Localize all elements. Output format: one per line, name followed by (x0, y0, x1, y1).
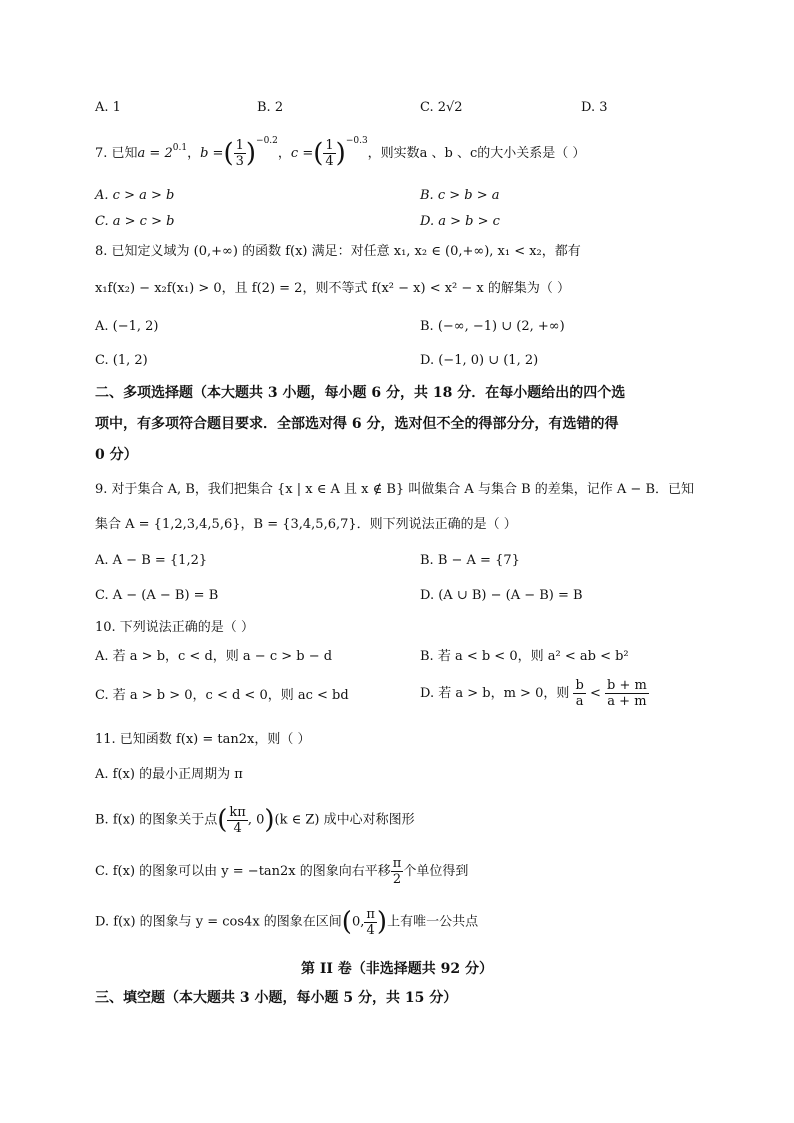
q6-option-a: A. 1 (95, 100, 121, 115)
q7-c-exp: −0.3 (345, 136, 368, 146)
q7-option-c: C. a > c > b (95, 214, 175, 229)
q8-option-a: A. (−1, 2) (95, 319, 159, 334)
q7-a-exp: 0.1 (172, 143, 188, 153)
q10-option-c: C. 若 a > b > 0，c < d < 0，则 ac < bd (95, 688, 349, 703)
q8-option-b: B. (−∞, −1) ∪ (2, +∞) (420, 319, 565, 334)
q8-option-c: C. (1, 2) (95, 353, 148, 368)
q11-stem: 11. 已知函数 f(x) = tan2x，则（ ） (95, 732, 311, 747)
section2-heading-line2: 项中，有多项符合题目要求．全部选对得 6 分，选对但不全的得部分分，有选错的得 (95, 416, 619, 432)
q9-option-a: A. A − B = {1,2} (95, 553, 208, 568)
q7-a-expr: a = 2 (137, 146, 173, 161)
q11-option-d: D. f(x) 的图象与 y = cos4x 的图象在区间(0, $\frac{\pi}{4}$ )上有唯一公共点 (95, 906, 479, 938)
q10-stem: 10. 下列说法正确的是（ ） (95, 620, 254, 635)
q8-option-d: D. (−1, 0) ∪ (1, 2) (420, 353, 539, 368)
q8-stem-line1: 8. 已知定义域为 (0,+∞) 的函数 f(x) 满足：对任意 x₁, x₂ ∈ (0,+∞), x₁ < x₂，都有 (95, 244, 581, 259)
q7-suffix: ，则实数a 、b 、c的大小关系是（ ） (367, 146, 586, 161)
q7-b-exp: −0.2 (256, 136, 278, 146)
q11-option-c: C. f(x) 的图象可以由 y = −tan2x 的图象向右平移 $\frac{\pi}{2}$ 个单位得到 (95, 856, 469, 887)
q11-d-frac: $\frac{\pi}{4}$ (366, 906, 375, 938)
q9-stem-line1: 9. 对于集合 A, B，我们把集合 {x | x ∈ A 且 x ∉ B} 叫做集合 A 与集合 B 的差集，记作 A − B．已知 (95, 482, 695, 497)
q9-option-c: C. A − (A − B) = B (95, 588, 219, 603)
q11-option-a: A. f(x) 的最小正周期为 π (95, 767, 243, 782)
section3-heading: 三、填空题（本大题共 3 小题，每小题 5 分，共 15 分） (95, 990, 458, 1006)
q7-option-b: B. c > b > a (420, 188, 500, 203)
q7-option-a: A. c > a > b (95, 188, 175, 203)
q7-stem: 7. 已知$a = 2^{0.1}$，b =( $\frac{1}{3}$ )$^{-0.2}$，c =( $\frac{1}{4}$ )$^{-0.3}$，则实数a 、b 、c的大小关系是（ ） (95, 136, 586, 169)
q11-c-frac: $\frac{\pi}{2}$ (392, 856, 402, 887)
q7-prefix: 7. 已知 (95, 146, 138, 161)
q7-b-frac: $\frac{1}{3}$ (235, 138, 244, 169)
q10-d-frac2: $\frac{b + m}{a + m}$ (607, 678, 647, 709)
q6-option-c: C. 2√2 (420, 100, 463, 115)
section2-heading-line1: 二、多项选择题（本大题共 3 小题，每小题 6 分，共 18 分．在每小题给出的四个选 (95, 385, 626, 401)
q10-d-frac1: $\frac{b}{a}$ (575, 678, 584, 709)
q11-b-frac: $\frac{k\pi}{4}$ (229, 804, 246, 836)
q7-c-expr: c = (290, 146, 314, 161)
q10-option-b: B. 若 a < b < 0，则 a² < ab < b² (420, 649, 629, 664)
q6-option-b: B. 2 (257, 100, 284, 115)
q7-b-expr: b = (200, 146, 224, 161)
q8-stem-line2: x₁f(x₂) − x₂f(x₁) > 0，且 f(2) = 2，则不等式 f(x² − x) < x² − x 的解集为（ ） (95, 281, 571, 296)
q10-option-a: A. 若 a > b，c < d，则 a − c > b − d (95, 649, 333, 664)
section2-heading-line3: 0 分） (95, 447, 138, 463)
q7-option-d: D. a > b > c (420, 214, 500, 229)
q9-stem-line2: 集合 A = {1,2,3,4,5,6}，B = {3,4,5,6,7}．则下列说法正确的是（ ） (95, 517, 517, 532)
q6-option-d: D. 3 (581, 100, 608, 115)
q9-option-d: D. (A ∪ B) − (A − B) = B (420, 588, 583, 603)
q11-option-b: B. f(x) 的图象关于点( $\frac{k\pi}{4}$ , 0)(k ∈ Z) 成中心对称图形 (95, 804, 415, 836)
q9-option-b: B. B − A = {7} (420, 553, 520, 568)
q10-option-d: D. 若 a > b，m > 0，则 $\frac{b}{a}$ < $\frac{b + m}{a + m}$ (420, 678, 647, 709)
q7-c-frac: $\frac{1}{4}$ (325, 138, 334, 169)
part2-title: 第 II 卷（非选择题共 92 分） (300, 961, 494, 977)
